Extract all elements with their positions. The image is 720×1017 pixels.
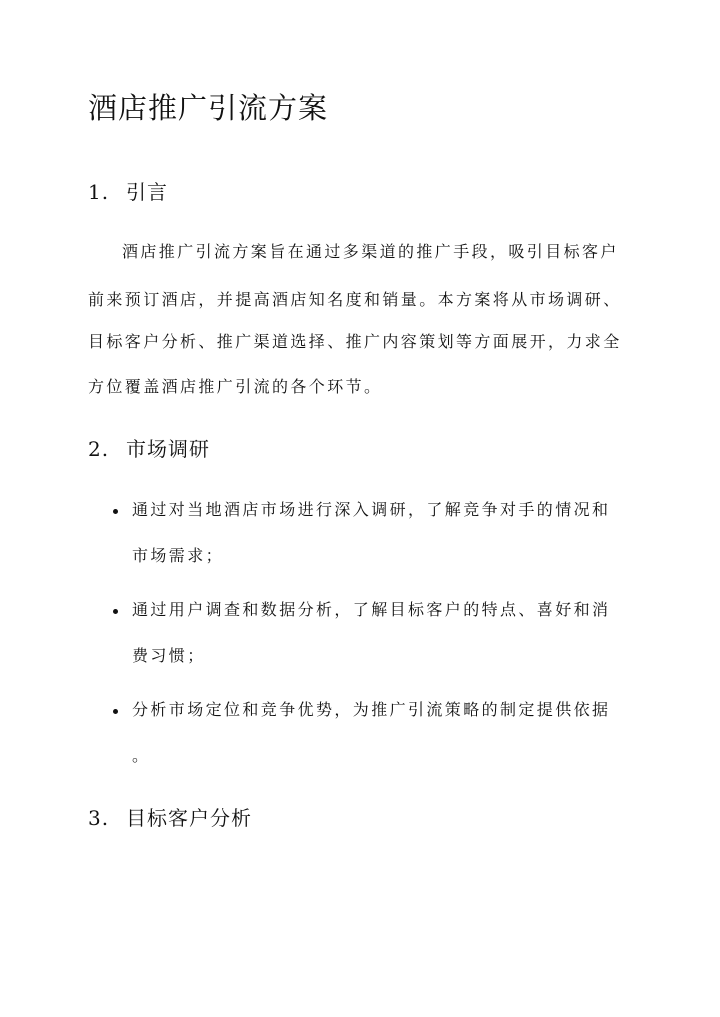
section-heading-introduction [88, 176, 168, 205]
paragraph-line: 前来预订酒店，并提高酒店知名度和销量。本方案将从市场调研、 [88, 290, 622, 309]
section-title: 市场调研 [126, 437, 210, 461]
paragraph-line: 方位覆盖酒店推广引流的各个环节。 [88, 377, 383, 396]
section-title: 引言 [126, 180, 168, 204]
bullet-line: 。 [132, 746, 151, 765]
section-number: 3. [88, 806, 110, 830]
bullet-dot [113, 609, 118, 614]
bullet-line: 市场需求； [132, 546, 225, 565]
section-number: 1. [88, 180, 110, 204]
section-number: 2. [88, 437, 110, 461]
bullet-line: 分析市场定位和竞争优势，为推广引流策略的制定提供依据 [132, 700, 611, 719]
bullet-line: 通过用户调查和数据分析，了解目标客户的特点、喜好和消 [132, 600, 611, 619]
bullet-line: 通过对当地酒店市场进行深入调研，了解竞争对手的情况和 [132, 500, 611, 519]
bullet-line: 费习惯； [132, 646, 206, 665]
bullet-dot [113, 709, 118, 714]
section-heading-market-research [88, 433, 210, 462]
document-title: 酒店推广引流方案 [88, 91, 329, 125]
section-heading-target-customer-analysis [88, 802, 252, 831]
paragraph-line: 酒店推广引流方案旨在通过多渠道的推广手段，吸引目标客户 [122, 242, 619, 261]
paragraph-line: 目标客户分析、推广渠道选择、推广内容策划等方面展开，力求全 [88, 332, 622, 351]
section-title: 目标客户分析 [126, 806, 252, 830]
bullet-dot [113, 509, 118, 514]
